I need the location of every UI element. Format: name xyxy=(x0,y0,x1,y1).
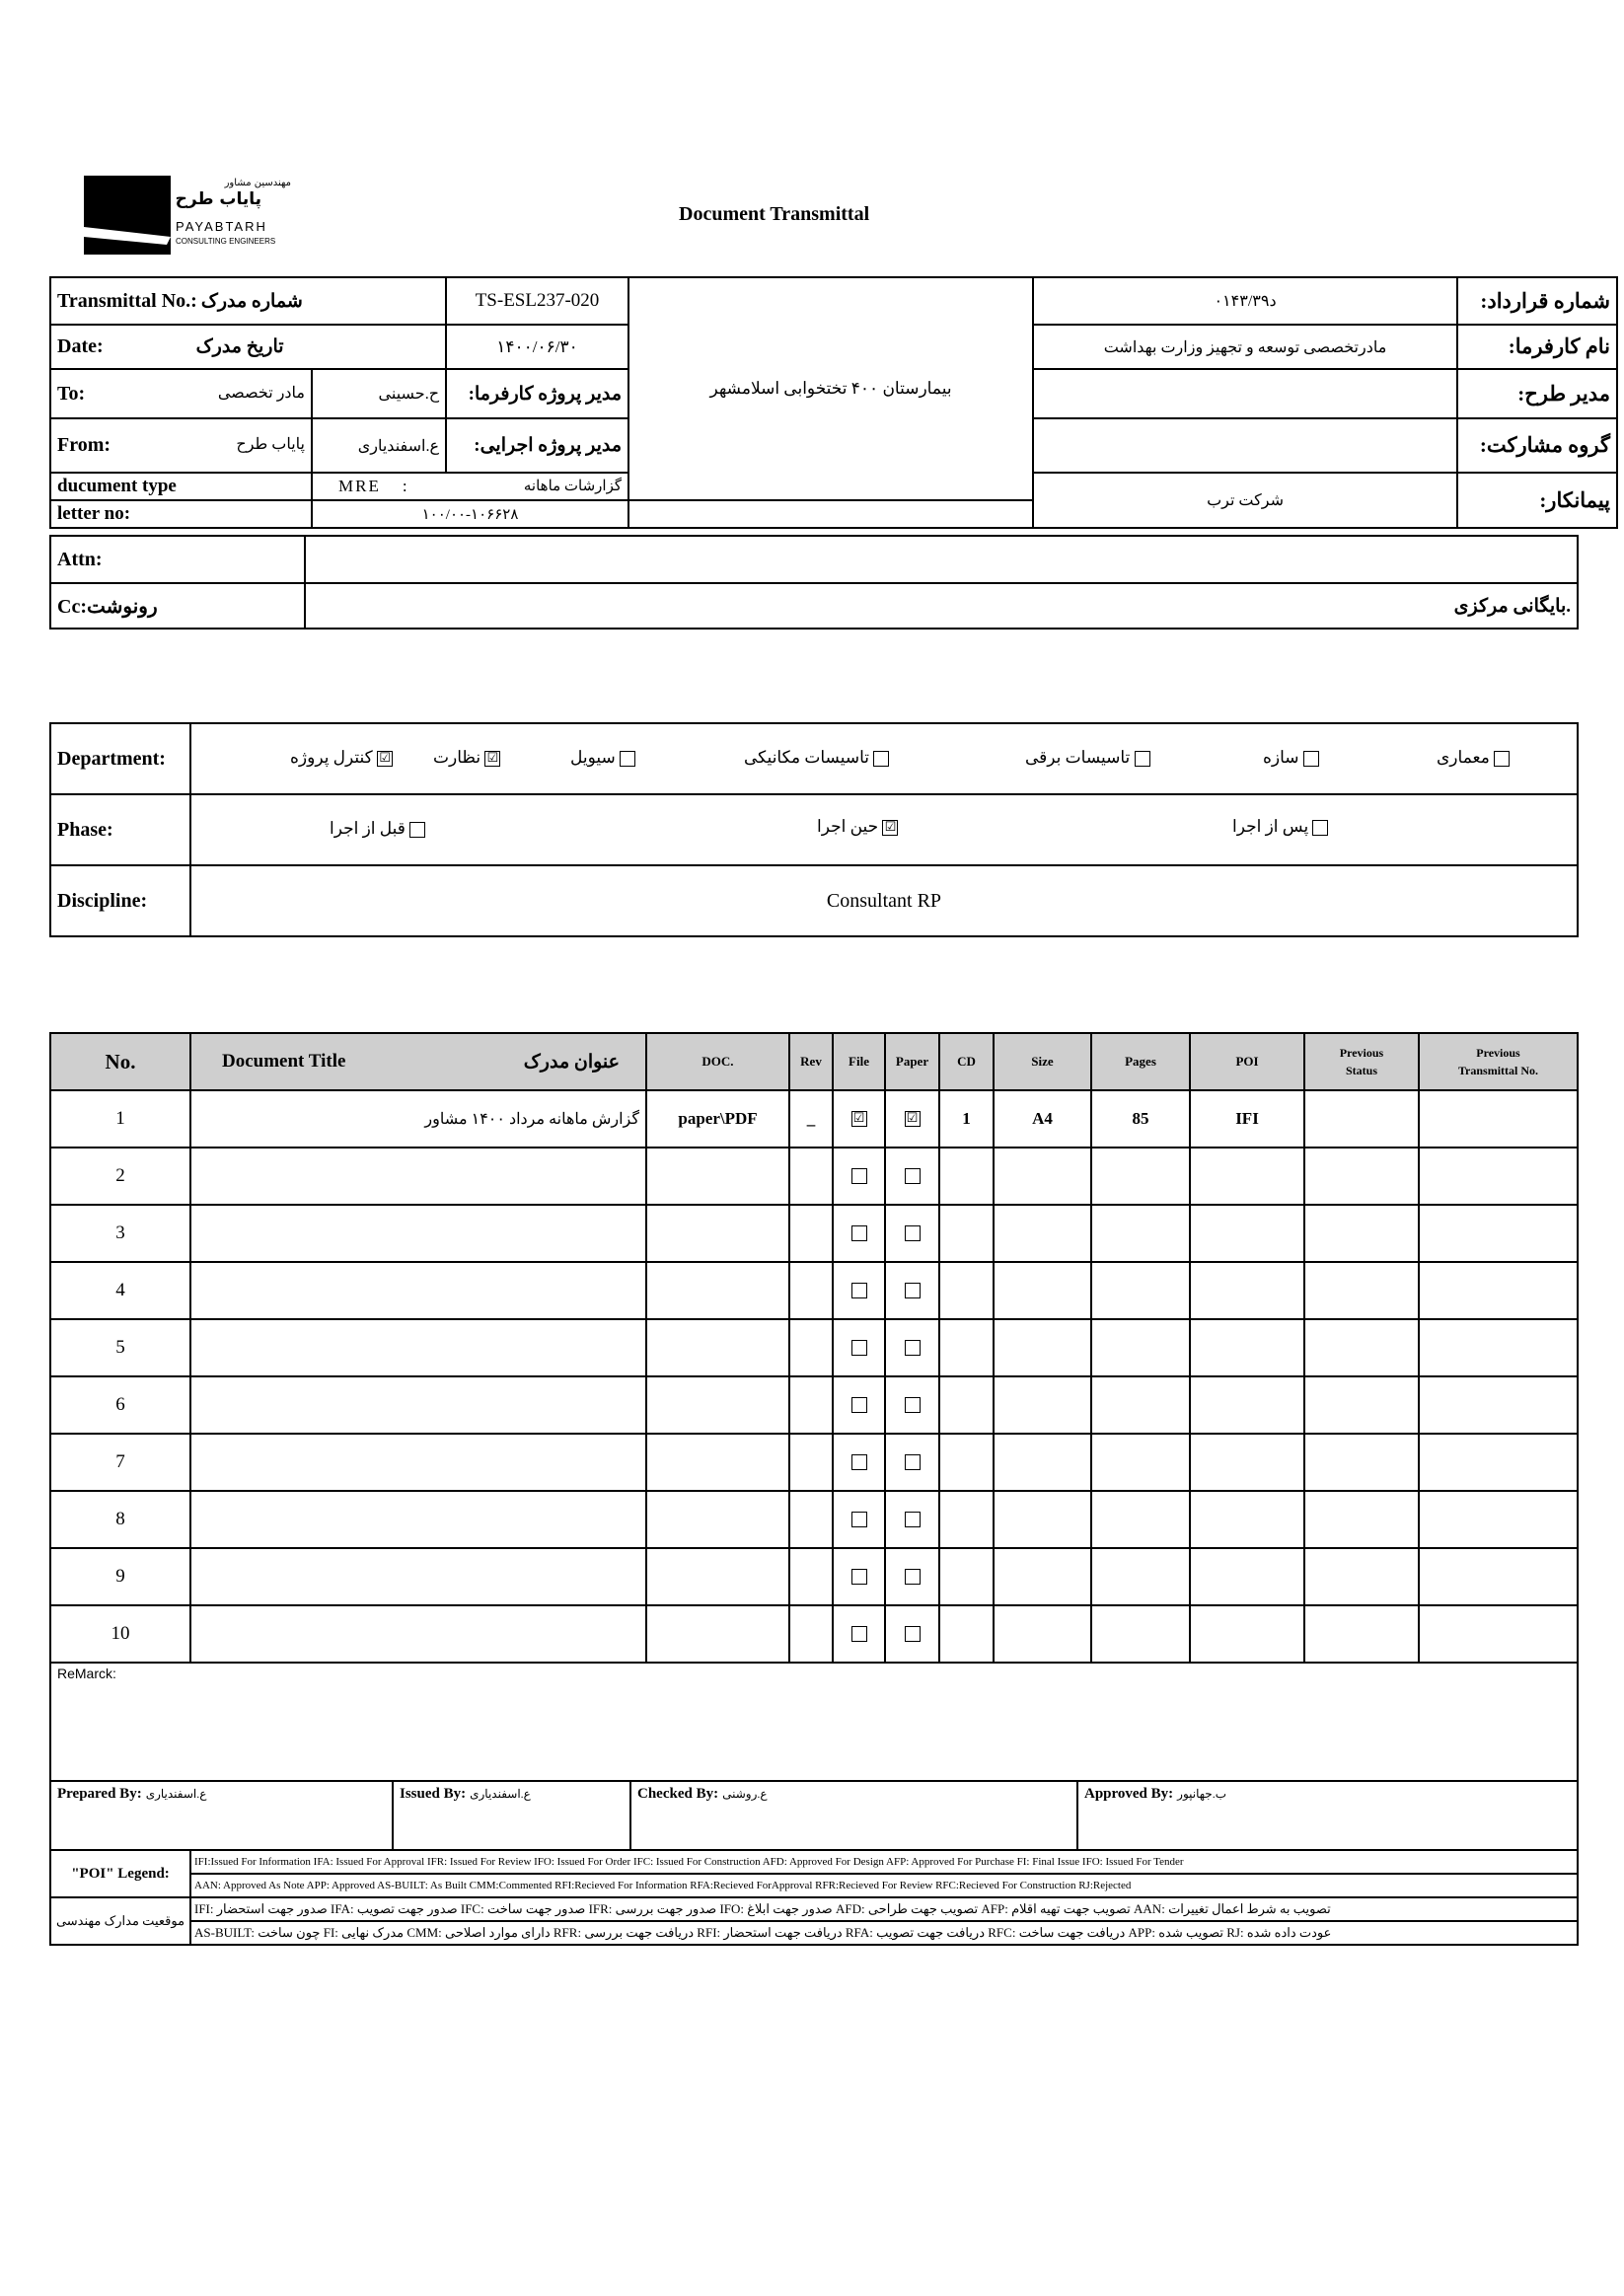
row-poi xyxy=(1190,1548,1304,1605)
row-cd: 1 xyxy=(939,1090,994,1148)
row-pages: 85 xyxy=(1091,1090,1190,1148)
phase-options xyxy=(190,794,1578,865)
row-prev-status xyxy=(1304,1548,1419,1605)
row-doc-type: paper\PDF xyxy=(646,1090,789,1148)
phase-label: Phase: xyxy=(50,794,190,865)
row-title xyxy=(190,1376,646,1434)
legend-fa-label: موقعیت مدارک مهندسی xyxy=(50,1897,190,1945)
contract-no-value: ۰۱۴۳/۳۹د xyxy=(1033,277,1457,325)
company-logo xyxy=(84,176,340,255)
row-paper-checkbox xyxy=(885,1148,939,1205)
row-prev-status xyxy=(1304,1205,1419,1262)
row-paper-checkbox xyxy=(885,1205,939,1262)
row-file-checkbox xyxy=(833,1319,885,1376)
checkbox-icon[interactable] xyxy=(905,1626,921,1642)
project-spacer xyxy=(628,500,1033,528)
row-no: 9 xyxy=(50,1548,190,1605)
phase-option-after[interactable]: پس از اجرا xyxy=(1232,817,1328,837)
row-title: گزارش ماهانه مرداد ۱۴۰۰ مشاور xyxy=(190,1090,646,1148)
row-paper-checkbox xyxy=(885,1376,939,1434)
row-prev-status xyxy=(1304,1376,1419,1434)
row-prev-transmittal xyxy=(1419,1262,1578,1319)
table-row[interactable] xyxy=(50,1376,1578,1434)
row-title xyxy=(190,1548,646,1605)
checkbox-icon[interactable]: ☑ xyxy=(851,1111,867,1127)
row-paper-checkbox xyxy=(885,1548,939,1605)
col-header-rev: Rev xyxy=(789,1033,833,1090)
partnership-label: گروه مشارکت: xyxy=(1457,418,1617,473)
table-row[interactable] xyxy=(50,1319,1578,1376)
checkbox-icon[interactable] xyxy=(905,1168,921,1184)
row-cd xyxy=(939,1205,994,1262)
row-pages xyxy=(1091,1319,1190,1376)
row-file-checkbox xyxy=(833,1205,885,1262)
from-role: مدیر پروژه اجرایی: xyxy=(446,418,628,473)
row-prev-transmittal xyxy=(1419,1148,1578,1205)
row-size xyxy=(994,1376,1091,1434)
cc-value: .بایگانی مرکزی xyxy=(305,583,1578,629)
row-cd xyxy=(939,1376,994,1434)
row-size xyxy=(994,1319,1091,1376)
row-no: 6 xyxy=(50,1376,190,1434)
date-value: ۱۴۰۰/۰۶/۳۰ xyxy=(446,325,628,369)
row-paper-checkbox xyxy=(885,1434,939,1491)
row-title xyxy=(190,1205,646,1262)
row-size xyxy=(994,1434,1091,1491)
checkbox-icon[interactable] xyxy=(1135,751,1150,767)
row-title xyxy=(190,1605,646,1663)
row-no: 10 xyxy=(50,1605,190,1663)
row-prev-transmittal xyxy=(1419,1090,1578,1148)
transmittal-no-value: TS-ESL237-020 xyxy=(446,277,628,325)
row-poi xyxy=(1190,1605,1304,1663)
row-cd xyxy=(939,1434,994,1491)
row-prev-status xyxy=(1304,1491,1419,1548)
remarks-box[interactable]: ReMarck: xyxy=(50,1663,1578,1781)
row-paper-checkbox xyxy=(885,1090,939,1148)
row-doc-type xyxy=(646,1319,789,1376)
row-rev xyxy=(789,1548,833,1605)
col-header-paper: Paper xyxy=(885,1033,939,1090)
discipline-value: Consultant RP xyxy=(190,865,1578,936)
dept-option-mechanical[interactable]: تاسیسات مکانیکی xyxy=(744,748,889,768)
row-poi xyxy=(1190,1319,1304,1376)
department-options xyxy=(190,723,1578,794)
date-label: Date: تاریخ مدرک xyxy=(50,325,446,369)
row-no: 3 xyxy=(50,1205,190,1262)
table-row[interactable] xyxy=(50,1434,1578,1491)
row-cd xyxy=(939,1148,994,1205)
checkbox-icon[interactable] xyxy=(851,1569,867,1585)
checkbox-icon[interactable] xyxy=(851,1626,867,1642)
legend-fa-line-1: IFI: صدور جهت استحضار IFA: صدور جهت تصویب IFC: صدور جهت ساخت IFR: صدور جهت بررسی IFO: صدور جهت ابلاغ AFD: تصویب جهت طراحی AFP: تصویب جهت تهیه اقلام AAN: تصویب به شرط اعمال تغییرات xyxy=(190,1897,1578,1921)
row-poi: IFI xyxy=(1190,1090,1304,1148)
checkbox-icon[interactable] xyxy=(873,751,889,767)
row-no: 5 xyxy=(50,1319,190,1376)
checkbox-icon[interactable] xyxy=(620,751,635,767)
table-row[interactable] xyxy=(50,1548,1578,1605)
dept-option-project-control[interactable]: کنترل پروژه ☑ xyxy=(290,748,393,768)
row-poi xyxy=(1190,1434,1304,1491)
dept-option-architecture[interactable]: معماری xyxy=(1437,748,1510,768)
page-title: Document Transmittal xyxy=(679,203,870,225)
row-prev-transmittal xyxy=(1419,1205,1578,1262)
phase-option-before[interactable]: قبل از اجرا xyxy=(330,819,425,839)
row-prev-transmittal xyxy=(1419,1605,1578,1663)
checkbox-icon[interactable] xyxy=(1312,820,1328,836)
col-header-file: File xyxy=(833,1033,885,1090)
attn-value xyxy=(305,536,1578,583)
row-doc-type xyxy=(646,1205,789,1262)
checkbox-icon[interactable] xyxy=(851,1225,867,1241)
checkbox-icon[interactable]: ☑ xyxy=(377,751,393,767)
doctype-value: MRE : گزارشات ماهانه xyxy=(312,473,628,500)
row-poi xyxy=(1190,1262,1304,1319)
row-no: 4 xyxy=(50,1262,190,1319)
col-header-poi: POI xyxy=(1190,1033,1304,1090)
row-title xyxy=(190,1434,646,1491)
checked-by: Checked By: ع.روشنی xyxy=(630,1781,1077,1850)
to-person: ح.حسینی xyxy=(312,369,446,418)
letter-no-value: ۱۰۰/۰۰-۱۰۶۶۲۸ xyxy=(312,500,628,528)
row-file-checkbox xyxy=(833,1262,885,1319)
checkbox-icon[interactable] xyxy=(851,1397,867,1413)
row-cd xyxy=(939,1319,994,1376)
checkbox-icon[interactable]: ☑ xyxy=(484,751,500,767)
row-rev xyxy=(789,1605,833,1663)
legend-fa-line-2: AS-BUILT: چون ساخت FI: مدرک نهایی CMM: دارای موارد اصلاحی RFR: دریافت جهت بررسی RFI: دریافت جهت استحضار RFA: دریافت جهت تصویب RFC: دریافت جهت ساخت APP: تصویب شده RJ: عودت داده شده xyxy=(190,1921,1578,1945)
row-prev-transmittal xyxy=(1419,1376,1578,1434)
to-row: To: مادر تخصصی xyxy=(50,369,312,418)
row-prev-status xyxy=(1304,1319,1419,1376)
row-prev-transmittal xyxy=(1419,1548,1578,1605)
transmittal-no-label: Transmittal No.: شماره مدرک xyxy=(50,277,446,325)
row-size xyxy=(994,1548,1091,1605)
row-title xyxy=(190,1319,646,1376)
row-size xyxy=(994,1262,1091,1319)
checkbox-icon[interactable] xyxy=(905,1454,921,1470)
row-rev xyxy=(789,1434,833,1491)
remarks-table xyxy=(49,1662,1579,1851)
row-title xyxy=(190,1148,646,1205)
checkbox-icon[interactable] xyxy=(905,1283,921,1298)
checkbox-icon[interactable] xyxy=(851,1340,867,1356)
col-header-size: Size xyxy=(994,1033,1091,1090)
row-poi xyxy=(1190,1148,1304,1205)
contractor-label: پیمانکار: xyxy=(1457,473,1617,528)
table-row[interactable] xyxy=(50,1205,1578,1262)
row-no: 2 xyxy=(50,1148,190,1205)
row-doc-type xyxy=(646,1491,789,1548)
col-header-pages: Pages xyxy=(1091,1033,1190,1090)
row-no: 7 xyxy=(50,1434,190,1491)
row-poi xyxy=(1190,1205,1304,1262)
letter-no-label: letter no: xyxy=(50,500,312,528)
approved-by: Approved By: ب.جهانپور xyxy=(1077,1781,1578,1850)
row-rev xyxy=(789,1148,833,1205)
phase-option-during[interactable]: حین اجرا ☑ xyxy=(817,817,898,837)
row-pages xyxy=(1091,1434,1190,1491)
row-pages xyxy=(1091,1148,1190,1205)
row-cd xyxy=(939,1548,994,1605)
table-row[interactable] xyxy=(50,1491,1578,1548)
row-pages xyxy=(1091,1376,1190,1434)
discipline-label: Discipline: xyxy=(50,865,190,936)
row-paper-checkbox xyxy=(885,1605,939,1663)
row-paper-checkbox xyxy=(885,1491,939,1548)
row-pages xyxy=(1091,1491,1190,1548)
checkbox-icon[interactable] xyxy=(409,822,425,838)
prepared-by: Prepared By: ع.اسفندیاری xyxy=(50,1781,393,1850)
col-header-prev-status: Previous Status xyxy=(1304,1033,1419,1090)
row-rev xyxy=(789,1491,833,1548)
client-label: نام کارفرما: xyxy=(1457,325,1617,369)
contract-no-label: شماره قرارداد: xyxy=(1457,277,1617,325)
cc-label: Cc:رونوشت xyxy=(50,583,305,629)
checkbox-icon[interactable] xyxy=(905,1340,921,1356)
project-name: بیمارستان ۴۰۰ تختخوابی اسلامشهر xyxy=(628,277,1033,500)
row-rev xyxy=(789,1319,833,1376)
row-doc-type xyxy=(646,1434,789,1491)
checkbox-icon[interactable] xyxy=(1303,751,1319,767)
row-prev-transmittal xyxy=(1419,1319,1578,1376)
row-doc-type xyxy=(646,1376,789,1434)
row-file-checkbox xyxy=(833,1090,885,1148)
col-header-cd: CD xyxy=(939,1033,994,1090)
row-file-checkbox xyxy=(833,1548,885,1605)
col-header-doc: DOC. xyxy=(646,1033,789,1090)
row-rev xyxy=(789,1262,833,1319)
legend-label: "POI" Legend: xyxy=(50,1850,190,1897)
checkbox-icon[interactable] xyxy=(905,1397,921,1413)
partnership-value xyxy=(1033,418,1457,473)
row-no: 8 xyxy=(50,1491,190,1548)
row-size xyxy=(994,1491,1091,1548)
row-paper-checkbox xyxy=(885,1262,939,1319)
row-cd xyxy=(939,1491,994,1548)
logo-name-fa: پایاب طرح xyxy=(175,189,261,209)
row-pages xyxy=(1091,1262,1190,1319)
dept-option-supervision[interactable]: نظارت ☑ xyxy=(433,748,500,768)
from-row: From: پایاب طرح xyxy=(50,418,312,473)
row-pages xyxy=(1091,1548,1190,1605)
row-pages xyxy=(1091,1605,1190,1663)
row-cd xyxy=(939,1262,994,1319)
row-prev-transmittal xyxy=(1419,1491,1578,1548)
row-poi xyxy=(1190,1491,1304,1548)
row-size: A4 xyxy=(994,1090,1091,1148)
poi-legend-table xyxy=(49,1849,1579,1946)
row-doc-type xyxy=(646,1262,789,1319)
table-row[interactable] xyxy=(50,1148,1578,1205)
row-no: 1 xyxy=(50,1090,190,1148)
row-prev-status xyxy=(1304,1148,1419,1205)
legend-en-line-2: AAN: Approved As Note APP: Approved AS-BUILT: As Built CMM:Commented RFI:Recieved For Information RFA:Recieved ForApproval RFR:Recieved For Review RFC:Recieved For Construction RJ:Rejected xyxy=(190,1874,1578,1897)
logo-tagline: مهندسین مشاور xyxy=(224,178,291,188)
dept-option-civil[interactable]: سیویل xyxy=(570,748,635,768)
dept-option-electrical[interactable]: تاسیسات برقی xyxy=(1025,748,1150,768)
attn-table xyxy=(49,535,1579,630)
table-row[interactable] xyxy=(50,1605,1578,1663)
row-file-checkbox xyxy=(833,1605,885,1663)
row-size xyxy=(994,1605,1091,1663)
col-header-prev-transmittal: Previous Transmittal No. xyxy=(1419,1033,1578,1090)
row-prev-status xyxy=(1304,1090,1419,1148)
row-prev-status xyxy=(1304,1434,1419,1491)
table-row[interactable] xyxy=(50,1262,1578,1319)
col-header-no: No. xyxy=(50,1033,190,1090)
design-mgr-value xyxy=(1033,369,1457,418)
row-file-checkbox xyxy=(833,1376,885,1434)
row-title xyxy=(190,1262,646,1319)
checkbox-icon[interactable] xyxy=(851,1454,867,1470)
checkbox-icon[interactable] xyxy=(905,1512,921,1527)
row-cd xyxy=(939,1605,994,1663)
row-title xyxy=(190,1491,646,1548)
classification-table xyxy=(49,722,1579,937)
issued-by: Issued By: ع.اسفندیاری xyxy=(393,1781,630,1850)
checkbox-icon[interactable] xyxy=(1494,751,1510,767)
legend-en-line-1: IFI:Issued For Information IFA: Issued For Approval IFR: Issued For Review IFO: Issued For Order IFC: Issued For Construction AFD: Approved For Design AFP: Approved For Purchase FI: Final Issue IFO: Issued For Tender xyxy=(190,1850,1578,1874)
checkbox-icon[interactable] xyxy=(905,1225,921,1241)
checkbox-icon[interactable] xyxy=(851,1512,867,1527)
row-rev xyxy=(789,1376,833,1434)
checkbox-icon[interactable] xyxy=(851,1283,867,1298)
row-file-checkbox xyxy=(833,1491,885,1548)
design-mgr-label: مدیر طرح: xyxy=(1457,369,1617,418)
row-doc-type xyxy=(646,1148,789,1205)
row-pages xyxy=(1091,1205,1190,1262)
row-rev xyxy=(789,1205,833,1262)
client-value: مادرتخصصی توسعه و تجهیز وزارت بهداشت xyxy=(1033,325,1457,369)
contractor-value: شرکت ترب xyxy=(1033,473,1457,528)
doctype-label: ducument type xyxy=(50,473,312,500)
from-person: ع.اسفندیاری xyxy=(312,418,446,473)
department-label: Department: xyxy=(50,723,190,794)
row-rev: _ xyxy=(789,1090,833,1148)
row-prev-transmittal xyxy=(1419,1434,1578,1491)
row-doc-type xyxy=(646,1605,789,1663)
row-paper-checkbox xyxy=(885,1319,939,1376)
row-doc-type xyxy=(646,1548,789,1605)
checkbox-icon[interactable]: ☑ xyxy=(882,820,898,836)
row-poi xyxy=(1190,1376,1304,1434)
row-file-checkbox xyxy=(833,1148,885,1205)
logo-mark-icon xyxy=(84,176,173,255)
row-size xyxy=(994,1205,1091,1262)
logo-subtitle: CONSULTING ENGINEERS xyxy=(176,237,276,246)
documents-table xyxy=(49,1032,1579,1664)
row-prev-status xyxy=(1304,1605,1419,1663)
logo-name-en: PAYABTARH xyxy=(176,219,267,234)
dept-option-structure[interactable]: سازه xyxy=(1263,748,1319,768)
to-role: مدیر پروژه کارفرما: xyxy=(446,369,628,418)
row-size xyxy=(994,1148,1091,1205)
attn-label: Attn: xyxy=(50,536,305,583)
checkbox-icon[interactable]: ☑ xyxy=(905,1111,921,1127)
checkbox-icon[interactable] xyxy=(851,1168,867,1184)
row-file-checkbox xyxy=(833,1434,885,1491)
table-row[interactable] xyxy=(50,1090,1578,1148)
header-table xyxy=(49,276,1618,529)
checkbox-icon[interactable] xyxy=(905,1569,921,1585)
row-prev-status xyxy=(1304,1262,1419,1319)
col-header-title: Document Title عنوان مدرک xyxy=(190,1033,646,1090)
